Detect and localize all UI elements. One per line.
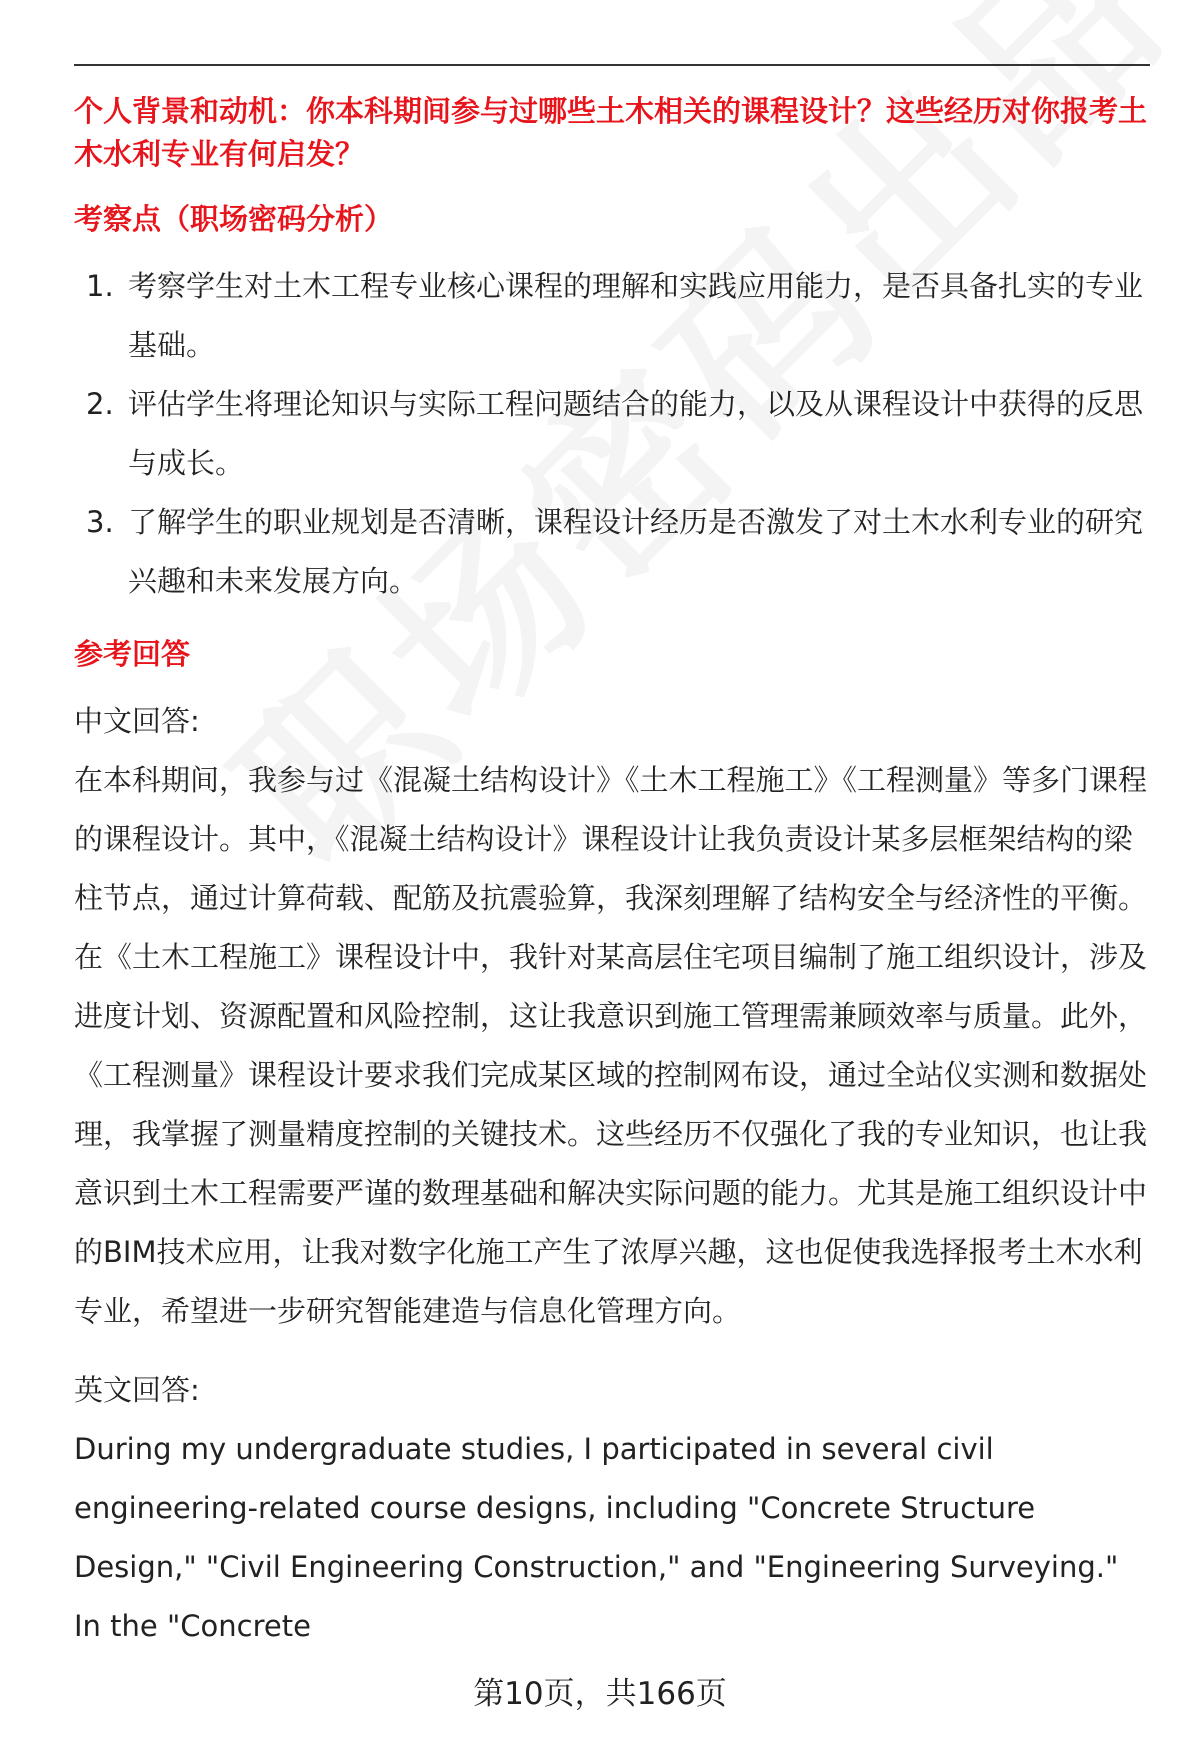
english-answer-label: 英文回答: <box>74 1373 200 1407</box>
item-number: 2. <box>86 387 114 421</box>
question-title: 个人背景和动机：你本科期间参与过哪些土木相关的课程设计？这些经历对你报考土木水利专业有何启发？ <box>74 94 1148 171</box>
assessment-item <box>74 375 1150 493</box>
top-rule <box>74 64 1150 66</box>
assessment-item <box>74 493 1150 611</box>
reference-heading: 参考回答 <box>74 637 191 671</box>
item-number: 3. <box>86 505 114 539</box>
item-text: 评估学生将理论知识与实际工程问题结合的能力，以及从课程设计中获得的反思与成长。 <box>128 387 1144 480</box>
page-content <box>74 90 1150 1656</box>
assessment-item <box>74 257 1150 375</box>
chinese-answer-text: 在本科期间，我参与过《混凝土结构设计》《土木工程施工》《工程测量》等多门课程的课程设计。其中，《混凝土结构设计》课程设计让我负责设计某多层框架结构的梁柱节点，通过计算荷载、配筋及抗震验算，我深刻理解了结构安全与经济性的平衡。在《土木工程施工》课程设计中，我针对某高层住宅项目编制了施工组织设计，涉及进度计划、资源配置和风险控制，这让我意识到施工管理需兼顾效率与质量。此外，《工程测量》课程设计要求我们完成某区域的控制网布设，通过全站仪实测和数据处理，我掌握了测量精度控制的关键技术。这些经历不仅强化了我的专业知识，也让我意识到土木工程需要严谨的数理基础和解决实际问题的能力。尤其是施工组织设计中的BIM技术应用，让我对数字化施工产生了浓厚兴趣，这也促使我选择报考土木水利专业，希望进一步研究智能建造与信息化管理方向。 <box>74 763 1148 1328</box>
page-number: 第10页，共166页 <box>473 1676 727 1712</box>
assessment-heading: 考察点（职场密码分析） <box>74 202 394 236</box>
english-answer-text: During my undergraduate studies, I participated in several civil engineering-related course designs, including "Concrete Structure Design," "Civil Engineering Construction," and "Engineering Surveying." In the "Concrete <box>74 1432 1119 1643</box>
item-text: 考察学生对土木工程专业核心课程的理解和实践应用能力，是否具备扎实的专业基础。 <box>128 269 1144 362</box>
item-number: 1. <box>86 269 114 303</box>
chinese-answer-label: 中文回答: <box>74 704 200 738</box>
assessment-list <box>74 257 1150 611</box>
item-text: 了解学生的职业规划是否清晰，课程设计经历是否激发了对土木水利专业的研究兴趣和未来发展方向。 <box>128 505 1144 598</box>
